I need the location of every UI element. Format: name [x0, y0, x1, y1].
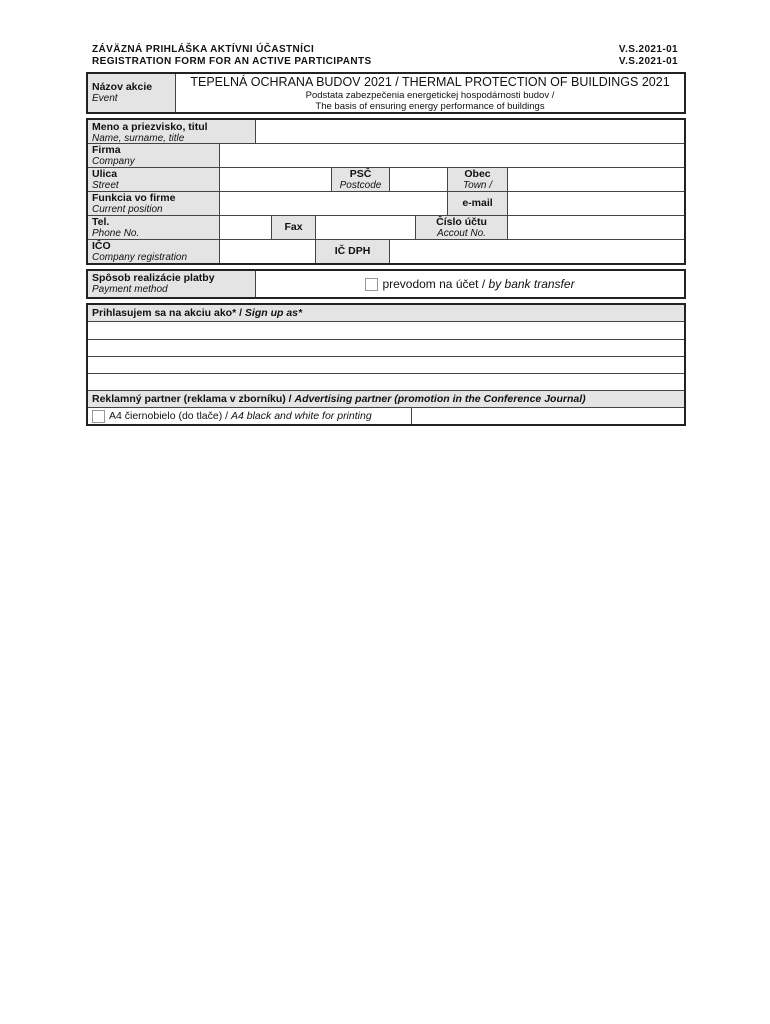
postcode-label-en: Postcode — [339, 180, 382, 191]
signup-row[interactable] — [88, 374, 684, 391]
company-label: Firma — [92, 144, 121, 156]
ico-input[interactable] — [220, 240, 315, 263]
fax-label: Fax — [284, 221, 303, 233]
company-field[interactable] — [220, 144, 684, 168]
company-input[interactable] — [220, 144, 684, 167]
icdph-field[interactable] — [390, 240, 684, 263]
ad-a4-checkbox[interactable] — [92, 410, 105, 423]
event-name: TEPELNÁ OCHRANA BUDOV 2021 / THERMAL PROTECTION OF BUILDINGS 2021 — [190, 75, 670, 89]
icdph-label-cell — [316, 240, 390, 263]
town-field[interactable] — [508, 168, 684, 192]
payment-option-en: by bank transfer — [488, 277, 575, 291]
participant-section — [86, 118, 686, 265]
ad-option-input[interactable] — [412, 410, 684, 424]
form-title-en: REGISTRATION FORM FOR AN ACTIVE PARTICIPANTS — [92, 56, 372, 67]
ad-option-sk: A4 čiernobielo (do tlače) / — [109, 410, 229, 422]
postcode-label-cell — [332, 168, 390, 192]
company-label-cell — [88, 144, 220, 168]
payment-label-en: Payment method — [92, 284, 168, 295]
company-label-en: Company — [92, 156, 135, 167]
email-field[interactable] — [508, 192, 684, 216]
postcode-label: PSČ — [349, 168, 372, 180]
fax-field[interactable] — [316, 216, 416, 240]
name-field[interactable] — [256, 120, 684, 144]
signup-input-1[interactable] — [88, 324, 684, 341]
signup-label-sk: Prihlasujem sa na akciu ako* / — [92, 307, 242, 319]
ad-option-en: A4 black and white for printing — [231, 410, 372, 422]
event-label-cell — [88, 74, 176, 112]
signup-section — [86, 303, 686, 426]
town-label-cell — [448, 168, 508, 192]
town-label-en: Town / — [462, 180, 493, 191]
form-title-sk: ZÁVÄZNÁ PRIHLÁŠKA AKTÍVNI ÚČASTNÍCI — [92, 44, 315, 55]
payment-label: Spôsob realizácie platby — [92, 272, 215, 284]
town-input[interactable] — [508, 168, 684, 191]
street-field[interactable] — [220, 168, 332, 192]
postcode-input[interactable] — [390, 168, 447, 191]
version-code: V.S.2021-01 — [618, 44, 678, 55]
tel-input[interactable] — [220, 216, 271, 239]
tel-label-en: Phone No. — [92, 228, 140, 239]
position-input[interactable] — [220, 192, 447, 215]
ad-partner-label-sk: Reklamný partner (reklama v zborníku) / — [92, 393, 292, 405]
bank-transfer-checkbox[interactable] — [365, 278, 378, 291]
fax-label-cell — [272, 216, 316, 240]
street-label: Ulica — [92, 168, 118, 180]
icdph-label: IČ DPH — [334, 245, 371, 257]
ico-field[interactable] — [220, 240, 316, 263]
event-subtitle-sk: Podstata zabezpečenia energetickej hospodárnosti budov / — [305, 90, 555, 101]
tel-field[interactable] — [220, 216, 272, 240]
account-label-cell — [416, 216, 508, 240]
account-field[interactable] — [508, 216, 684, 240]
tel-label: Tel. — [92, 216, 110, 228]
town-label: Obec — [464, 168, 491, 180]
version-code-2: V.S.2021-01 — [618, 56, 678, 67]
signup-input-4[interactable] — [88, 376, 684, 391]
email-label-cell — [448, 192, 508, 216]
fax-input[interactable] — [316, 216, 415, 239]
tel-label-cell — [88, 216, 220, 240]
signup-input-2[interactable] — [88, 342, 684, 357]
street-input[interactable] — [220, 168, 331, 191]
ad-partner-label-en: Advertising partner (promotion in the Conference Journal) — [294, 393, 586, 405]
name-input[interactable] — [256, 120, 684, 143]
signup-input-3[interactable] — [88, 359, 684, 374]
event-section — [86, 72, 686, 114]
ico-label: IČO — [92, 240, 111, 252]
position-label: Funkcia vo firme — [92, 192, 176, 204]
event-subtitle-en: The basis of ensuring energy performance of buildings — [315, 101, 545, 112]
position-label-en: Current position — [92, 204, 163, 215]
name-label-cell — [88, 120, 256, 144]
name-label: Meno a priezvisko, titul — [92, 121, 208, 133]
icdph-input[interactable] — [390, 240, 684, 263]
event-info — [176, 74, 684, 112]
signup-header — [88, 305, 684, 322]
email-label: e-mail — [462, 197, 493, 209]
payment-label-cell — [88, 271, 256, 297]
name-label-en: Name, surname, title — [92, 133, 185, 144]
position-label-cell — [88, 192, 220, 216]
ad-partner-header — [88, 391, 684, 408]
ico-label-en: Company registration — [92, 252, 188, 263]
position-field[interactable] — [220, 192, 448, 216]
email-input[interactable] — [508, 192, 684, 215]
account-label-en: Accout No. — [437, 228, 486, 239]
signup-label-en: Sign up as* — [244, 307, 303, 319]
street-label-cell — [88, 168, 220, 192]
signup-row[interactable] — [88, 322, 684, 340]
payment-option[interactable] — [256, 271, 684, 297]
event-label-en: Event — [92, 93, 118, 104]
account-input[interactable] — [508, 216, 684, 239]
signup-row[interactable] — [88, 340, 684, 357]
payment-section — [86, 269, 686, 299]
postcode-field[interactable] — [390, 168, 448, 192]
ico-label-cell — [88, 240, 220, 263]
ad-option-field[interactable] — [412, 408, 684, 424]
payment-option-sk: prevodom na účet / — [382, 277, 486, 291]
account-label: Číslo účtu — [436, 216, 487, 228]
street-label-en: Street — [92, 180, 119, 191]
ad-option-cell[interactable] — [88, 408, 412, 424]
signup-row[interactable] — [88, 357, 684, 374]
event-label: Názov akcie — [92, 81, 153, 93]
